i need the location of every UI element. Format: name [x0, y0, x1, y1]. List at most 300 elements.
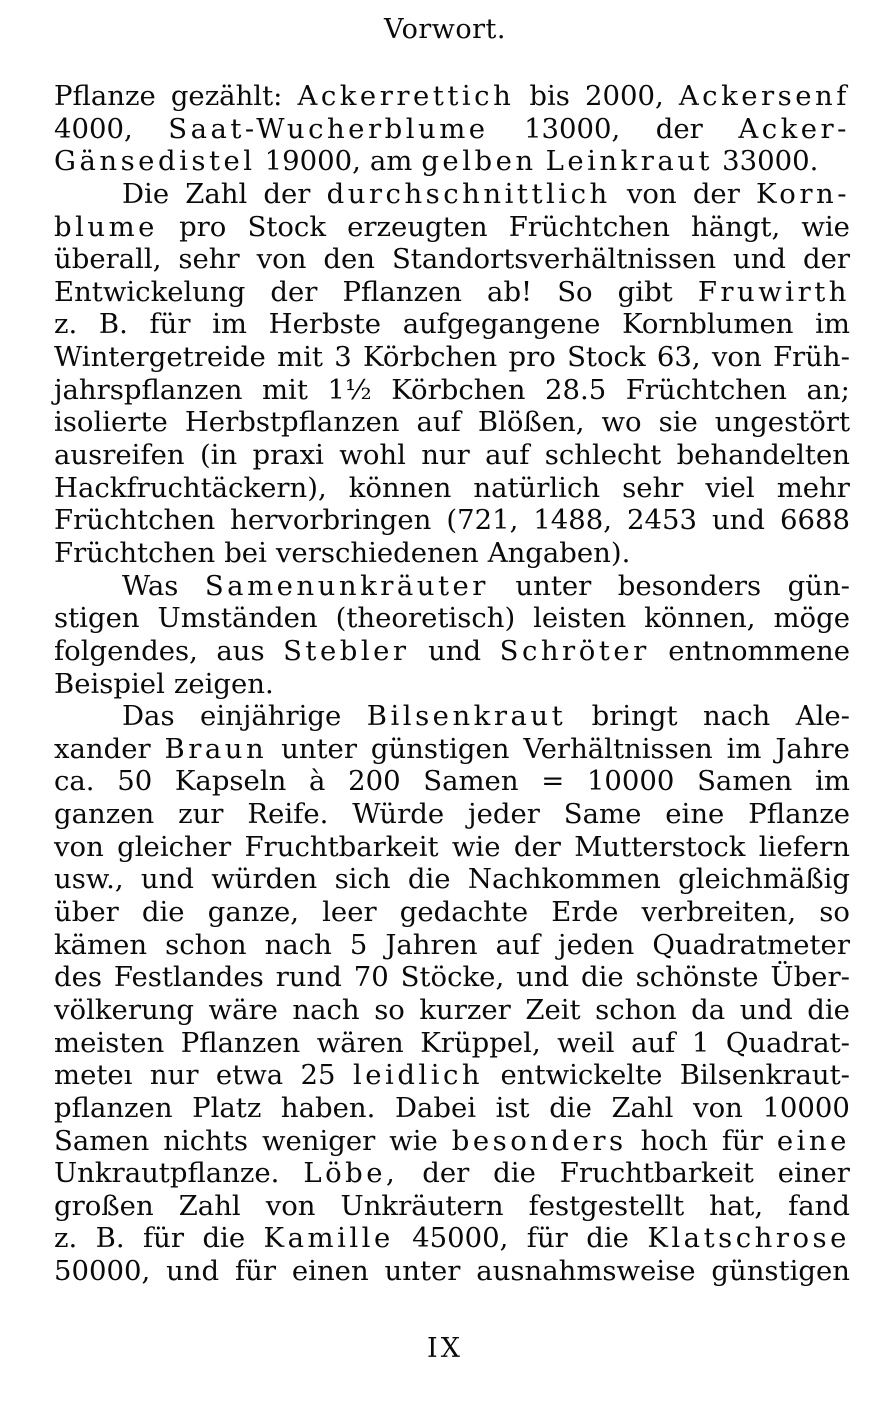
text-line — [54, 537, 850, 570]
word: Platz — [192, 1091, 262, 1124]
word: im — [815, 308, 850, 341]
word: verbreiten, — [641, 896, 797, 929]
word: 3 — [334, 341, 352, 374]
text-line — [54, 798, 850, 831]
word: à — [309, 765, 326, 798]
word: Beispiel — [54, 667, 165, 700]
word: Zahl — [185, 177, 248, 210]
word: 50000, — [54, 1255, 151, 1288]
text-line — [54, 341, 850, 374]
word: z. — [54, 308, 78, 341]
word: und — [711, 504, 765, 537]
word: Samen — [697, 765, 793, 798]
text-line — [54, 896, 850, 929]
word: pro — [508, 341, 556, 374]
word: wären — [316, 1026, 404, 1059]
word: viel — [705, 471, 755, 504]
word: schlecht — [544, 439, 662, 472]
word: wie — [451, 830, 501, 863]
text-line — [54, 602, 850, 635]
spaced-word: Leinkraut — [545, 145, 714, 178]
word: Körbchen — [363, 341, 498, 374]
word: = — [541, 765, 565, 798]
word: Pflanze — [54, 80, 156, 112]
word: von — [265, 1189, 316, 1222]
word: von — [626, 177, 677, 210]
word: Nachkommen — [467, 863, 661, 896]
word: bis — [529, 80, 570, 112]
word: auf — [631, 1026, 676, 1059]
text-line — [54, 570, 850, 603]
word: stigen — [54, 602, 140, 635]
spaced-word: Korn- — [755, 177, 850, 210]
word: Unkräutern — [340, 1189, 504, 1222]
word: nur — [149, 1059, 199, 1092]
word: im — [815, 765, 850, 798]
word: ausreifen — [54, 439, 185, 472]
word: nach — [703, 700, 771, 733]
spaced-word: Bilsenkraut — [366, 700, 567, 733]
word: festgestellt — [528, 1189, 685, 1222]
word: die — [202, 1222, 246, 1255]
word: Früchtchen — [508, 210, 670, 243]
word: hat, — [709, 1189, 764, 1222]
word: So — [557, 275, 593, 308]
spaced-word: Schröter — [499, 634, 650, 667]
word: Krüppel, — [420, 1026, 541, 1059]
text-line — [54, 1059, 850, 1092]
word: zeigen. — [173, 667, 274, 700]
spaced-word: Saat-Wucherblume — [168, 112, 489, 145]
word: ist — [495, 1091, 530, 1124]
word: Würde — [352, 798, 445, 831]
word: weil — [557, 1026, 615, 1059]
text-line — [54, 113, 850, 146]
word: 2453 — [627, 504, 697, 537]
word: Quadratmeter — [652, 928, 850, 961]
word: kämen — [54, 928, 148, 961]
word: überall, — [54, 243, 162, 276]
word: Jahre — [775, 732, 850, 765]
word: Das — [122, 700, 175, 733]
word: Stöcke, — [400, 961, 505, 994]
word: besonders — [617, 569, 762, 602]
word: wie — [801, 210, 850, 243]
word: des — [54, 961, 102, 994]
word: jeden — [557, 928, 635, 961]
word: Pflanzen — [180, 1026, 301, 1059]
word: Zahl — [178, 1189, 241, 1222]
text-line — [54, 1190, 850, 1223]
word: Herbstpflanzen — [184, 406, 400, 439]
word: gibt — [617, 275, 673, 308]
word: 5 — [349, 928, 368, 961]
text-line — [54, 308, 850, 341]
text-line — [54, 472, 850, 505]
word: die — [141, 896, 185, 929]
text-line — [54, 765, 850, 798]
word: den — [323, 243, 375, 276]
word: Jahren — [385, 928, 478, 961]
word: gün- — [787, 569, 850, 602]
word: Wintergetreide — [54, 341, 266, 374]
word: zur — [178, 798, 224, 831]
word: gleichmäßig — [678, 863, 850, 896]
word: für — [526, 1222, 568, 1255]
word: unter — [281, 732, 357, 765]
text-line — [54, 863, 850, 896]
word: 2000, — [584, 80, 664, 112]
word: nur — [421, 439, 470, 472]
spaced-word: Ackerrettich — [297, 80, 515, 112]
word: an; — [806, 373, 850, 406]
word: über — [54, 896, 119, 929]
word: (721, — [446, 504, 519, 537]
word: Same — [563, 798, 642, 831]
word: Standortsverhältnissen — [391, 243, 717, 276]
word: schon — [165, 928, 247, 961]
word: natürlich — [473, 471, 601, 504]
word: und — [166, 1255, 220, 1288]
word: behandelten — [676, 439, 850, 472]
text-line — [54, 1027, 850, 1060]
text-line — [54, 80, 850, 113]
spaced-word: Acker- — [738, 112, 850, 145]
spaced-word: besonders — [451, 1124, 627, 1157]
word: können — [348, 471, 452, 504]
word: schönste — [635, 961, 759, 994]
word: aufgegangene — [402, 308, 601, 341]
word: einjährige — [200, 700, 342, 733]
spaced-word: Stebler — [283, 634, 410, 667]
word: jahrspflanzen — [54, 373, 243, 406]
word: hervorbringen — [230, 504, 432, 537]
word: Pflanze — [748, 798, 850, 831]
text-line — [54, 961, 850, 994]
word: wie — [389, 1124, 438, 1157]
word: isolierte — [54, 406, 168, 439]
word: so — [374, 993, 405, 1026]
word: Kapseln — [174, 765, 287, 798]
word: auf — [485, 439, 530, 472]
word: Zeit — [525, 993, 581, 1026]
word: der — [692, 177, 740, 210]
word: der — [802, 243, 850, 276]
word: für — [143, 1222, 185, 1255]
word: sich — [334, 863, 391, 896]
word: Was — [122, 569, 179, 602]
text-line — [54, 1157, 850, 1190]
word: 45000, — [412, 1222, 509, 1255]
word: liefern — [758, 830, 850, 863]
word: ab! — [487, 275, 533, 308]
word: B. — [98, 308, 128, 341]
word: völkerung — [54, 993, 194, 1026]
spaced-word: Braun — [164, 732, 268, 765]
word: nach — [264, 928, 332, 961]
word: würden — [211, 863, 318, 896]
word: gedachte — [399, 896, 529, 929]
text-line — [54, 178, 850, 211]
word: und — [140, 863, 194, 896]
word: bei — [224, 536, 267, 569]
word: leer — [322, 896, 377, 929]
word: Festlandes — [113, 961, 264, 994]
text-line — [54, 243, 850, 276]
text-line — [54, 211, 850, 244]
word: sehr — [178, 243, 240, 276]
word: mit — [277, 341, 323, 374]
word: günstigen — [711, 1255, 850, 1288]
word: hoch — [640, 1124, 708, 1157]
spaced-word: blume — [54, 210, 158, 243]
word: auf — [416, 406, 461, 439]
spaced-word: eine — [776, 1124, 850, 1157]
word: Hackfruchtäckern), — [54, 471, 327, 504]
word: Früchtchen — [54, 504, 216, 537]
word: ausnahmsweise — [476, 1255, 696, 1288]
word: 25 — [300, 1059, 336, 1092]
word: 33000. — [722, 145, 819, 178]
word: gleicher — [117, 830, 232, 863]
word: für — [234, 1255, 277, 1288]
word: Fruchtbarkeit — [244, 830, 439, 863]
word: und — [516, 961, 570, 994]
word: die — [407, 863, 451, 896]
word: entwickelte — [500, 1059, 663, 1092]
word: pro — [179, 210, 227, 243]
word: 10000 — [586, 765, 675, 798]
spaced-word: leidlich — [352, 1059, 484, 1092]
word: z. — [54, 1222, 78, 1255]
word: Entwickelung — [54, 275, 246, 308]
word: mit — [261, 373, 308, 406]
text-line — [54, 668, 850, 701]
word: von — [54, 830, 104, 863]
word: verschiedenen — [275, 536, 479, 569]
word: folgendes, — [54, 634, 198, 667]
text-line — [54, 831, 850, 864]
spaced-word: Kamille — [263, 1222, 394, 1255]
word: die — [807, 993, 850, 1026]
word: ganzen — [54, 798, 155, 831]
word: der — [263, 177, 311, 210]
word: 70 — [353, 961, 389, 994]
word: aus — [216, 634, 265, 667]
word: schon — [595, 993, 677, 1026]
word: der — [655, 112, 703, 145]
word: Bilsenkraut- — [679, 1059, 850, 1092]
word: Quadrat- — [725, 1026, 850, 1059]
word: unter — [515, 569, 592, 602]
word: der — [422, 1157, 470, 1190]
word: 13000, — [524, 112, 621, 145]
word: xander — [54, 732, 151, 765]
word: 1½ — [327, 373, 372, 406]
word: ganze, — [207, 896, 299, 929]
word: etwa — [215, 1059, 284, 1092]
text-line — [54, 635, 850, 668]
word: nach — [292, 993, 360, 1026]
word: können, — [644, 602, 756, 635]
word: und — [428, 634, 482, 667]
word: fand — [788, 1189, 850, 1222]
body-text — [54, 80, 850, 1288]
word: erzeugten — [347, 210, 488, 243]
word: Zahl — [611, 1091, 674, 1124]
word: günstigen — [370, 732, 510, 765]
word: der — [513, 830, 561, 863]
word: 19000, — [264, 145, 361, 178]
word: Blößen, — [477, 406, 585, 439]
text-line — [54, 733, 850, 766]
text-line — [54, 276, 850, 309]
word: Die — [122, 177, 170, 210]
word: die — [581, 961, 624, 994]
text-line — [54, 374, 850, 407]
word: Erde — [551, 896, 619, 929]
text-line — [54, 994, 850, 1027]
text-line — [54, 504, 850, 537]
word: sehr — [622, 471, 684, 504]
word: 63, — [656, 341, 701, 374]
word: die — [586, 1222, 629, 1255]
word: praxi — [252, 439, 324, 472]
text-line — [54, 929, 850, 962]
word: Früchtchen — [625, 373, 787, 406]
word: Früchtchen — [54, 536, 216, 569]
running-header: Vorwort. — [384, 14, 506, 45]
word: bringt — [591, 700, 678, 733]
word: wohl — [339, 439, 406, 472]
text-line — [54, 1255, 850, 1288]
spaced-word: Samenunkräuter — [204, 569, 489, 602]
word: 4000, — [54, 112, 133, 145]
text-line — [54, 700, 850, 733]
word: die — [493, 1157, 536, 1190]
word: rund — [275, 961, 342, 994]
word: ungestört — [714, 406, 850, 439]
text-line — [54, 1125, 850, 1158]
word: Samen — [423, 765, 519, 798]
word: 200 — [348, 765, 401, 798]
word: 1 — [691, 1026, 710, 1059]
word: meteı — [54, 1059, 133, 1092]
word: Ale- — [795, 700, 850, 733]
word: leisten — [533, 602, 627, 635]
word: B. — [95, 1222, 125, 1255]
word: die — [549, 1091, 592, 1124]
word: von — [693, 1091, 743, 1124]
page-number: IX — [427, 1333, 463, 1364]
word: ca. — [54, 765, 95, 798]
word: Kornblumen — [622, 308, 794, 341]
word: einer — [777, 1157, 850, 1190]
spaced-word: durchschnittlich — [326, 177, 611, 210]
word: Stock — [567, 341, 646, 374]
word: so — [819, 896, 850, 929]
word: haben. — [280, 1091, 376, 1124]
spaced-word: Klatschrose — [647, 1222, 850, 1255]
word: und — [739, 993, 793, 1026]
word: eine — [665, 798, 725, 831]
text-line — [54, 1092, 850, 1125]
word: Angaben). — [487, 536, 631, 569]
word: 10000 — [762, 1091, 850, 1124]
word: großen — [54, 1189, 154, 1222]
word: (theoretisch) — [335, 602, 516, 635]
word: im — [212, 308, 247, 341]
word: kurzer — [419, 993, 511, 1026]
word: gezählt: — [170, 80, 283, 112]
text-line — [54, 145, 850, 178]
word: 1488, — [533, 504, 613, 537]
text-line — [54, 439, 850, 472]
word: Reife. — [247, 798, 329, 831]
text-line — [54, 406, 850, 439]
word: Herbste — [268, 308, 382, 341]
word: Stock — [247, 210, 326, 243]
word: für — [149, 308, 191, 341]
word: weniger — [261, 1124, 376, 1157]
word: von — [256, 243, 307, 276]
word: Über- — [770, 961, 850, 994]
word: unter — [384, 1255, 461, 1288]
spaced-word: Fruwirth — [697, 275, 850, 308]
word: usw., — [54, 863, 124, 896]
word: wäre — [208, 993, 278, 1026]
word: Mutterstock — [574, 830, 746, 863]
word: 28.5 — [544, 373, 607, 406]
word: und — [732, 243, 787, 276]
text-line — [54, 1222, 850, 1255]
spaced-word: gelben — [421, 145, 537, 178]
word: einen — [291, 1255, 369, 1288]
word: mehr — [776, 471, 850, 504]
word: hängt, — [691, 210, 781, 243]
word: Samen — [54, 1124, 150, 1157]
spaced-word: Ackersenf — [678, 80, 850, 112]
word: nichts — [163, 1124, 249, 1157]
word: Unkrautpflanze. — [54, 1157, 280, 1190]
word: da — [691, 993, 726, 1026]
word: wo — [601, 406, 642, 439]
word: pflanzen — [54, 1091, 173, 1124]
word: 50 — [117, 765, 153, 798]
word: 6688 — [779, 504, 850, 537]
word: von — [711, 341, 762, 374]
word: Pflanzen — [342, 275, 462, 308]
word: sie — [658, 406, 698, 439]
word: Umständen — [157, 602, 318, 635]
word: am — [369, 145, 413, 178]
word: auf — [495, 928, 540, 961]
word: (in — [199, 439, 238, 472]
word: der — [270, 275, 318, 308]
word: entnommene — [668, 634, 850, 667]
word: für — [721, 1124, 763, 1157]
word: Verhältnissen — [523, 732, 713, 765]
word: Fruchtbarkeit — [559, 1157, 754, 1190]
word: meisten — [54, 1026, 165, 1059]
word: im — [726, 732, 762, 765]
word: Körbchen — [391, 373, 526, 406]
word: Früh- — [772, 341, 850, 374]
word: möge — [773, 602, 850, 635]
word: jeder — [468, 798, 540, 831]
spaced-word: Löbe, — [303, 1157, 399, 1190]
spaced-word: Gänsedistel — [54, 145, 256, 178]
